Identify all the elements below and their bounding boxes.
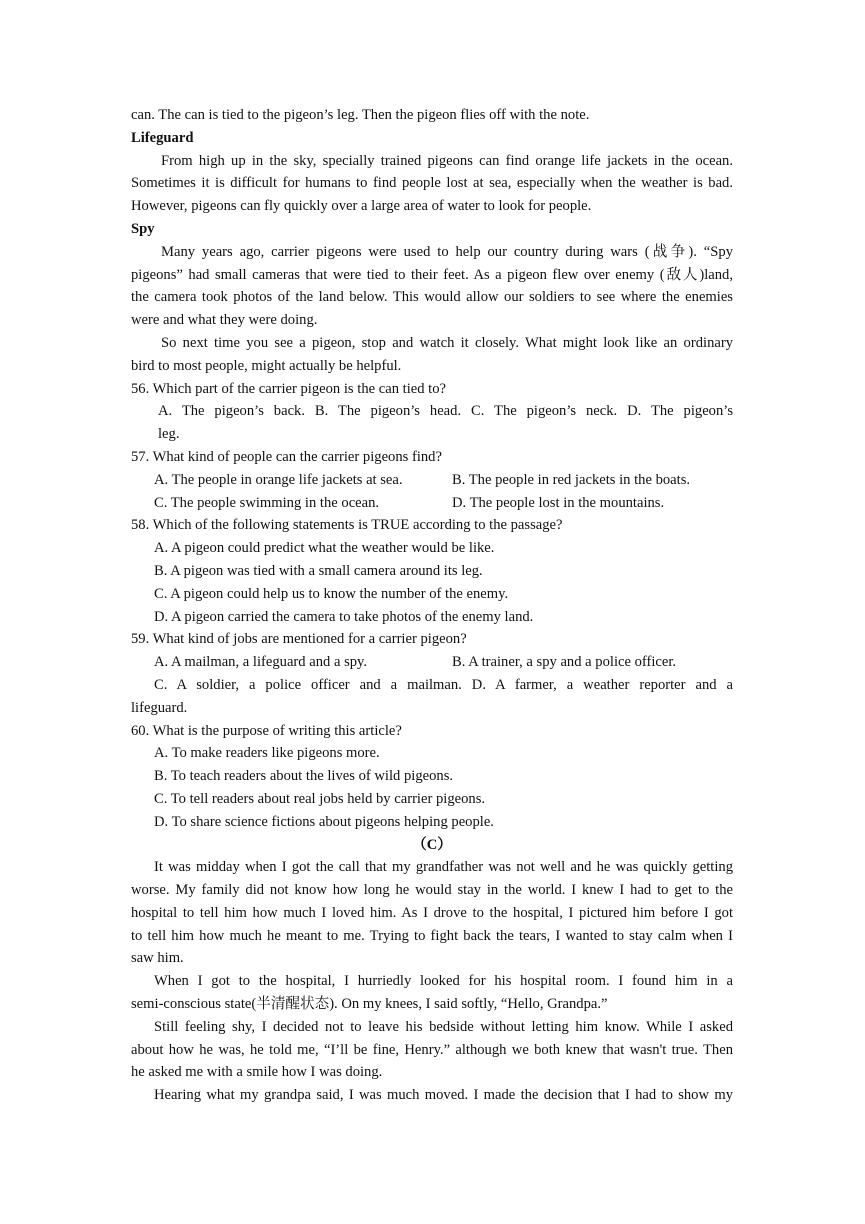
question-57-options-row bbox=[131, 469, 733, 492]
passage-c-line: he asked me with a smile how I was doing. bbox=[131, 1064, 383, 1081]
question-59: 59. What kind of jobs are mentioned for a carrier pigeon? bbox=[131, 631, 467, 648]
question-60-option-c: C. To tell readers about real jobs held by carrier pigeons. bbox=[154, 790, 486, 807]
option-b: B. A trainer, a spy and a police officer. bbox=[452, 654, 677, 671]
paragraph-spy-line: the camera took photos of the land below. This would allow our soldiers to see where the enemies bbox=[131, 289, 733, 306]
question-60-option-b: B. To teach readers about the lives of wild pigeons. bbox=[154, 768, 454, 785]
passage-c-line: about how he was, he told me, “I’ll be fine, Henry.” although we both knew that wasn't true. Then bbox=[131, 1041, 733, 1058]
passage-c-line: When I got to the hospital, I hurriedly looked for his hospital room. I found him in a bbox=[154, 973, 733, 990]
paragraph-closing-line: bird to most people, might actually be helpful. bbox=[131, 357, 402, 374]
question-58-option-d: D. A pigeon carried the camera to take photos of the enemy land. bbox=[154, 608, 534, 625]
question-58: 58. Which of the following statements is TRUE according to the passage? bbox=[131, 517, 563, 534]
question-57-options-row bbox=[131, 492, 733, 515]
option-b: B. The people in red jackets in the boats. bbox=[452, 471, 691, 488]
passage-b-text-line: can. The can is tied to the pigeon’s leg. Then the pigeon flies off with the note. bbox=[131, 107, 590, 123]
question-56-options-wrap: leg. bbox=[158, 426, 180, 443]
question-56-options: A. The pigeon’s back. B. The pigeon’s head. C. The pigeon’s neck. D. The pigeon’s bbox=[158, 403, 733, 420]
option-d: D. The people lost in the mountains. bbox=[452, 494, 665, 511]
question-60-option-a: A. To make readers like pigeons more. bbox=[154, 745, 380, 762]
question-60-option-d: D. To share science fictions about pigeons helping people. bbox=[154, 813, 494, 830]
question-56: 56. Which part of the carrier pigeon is the can tied to? bbox=[131, 380, 446, 397]
option-a: A. A mailman, a lifeguard and a spy. bbox=[154, 654, 368, 671]
paragraph-lifeguard-line: Sometimes it is difficult for humans to find people lost at sea, especially when the weather is bad. bbox=[131, 175, 733, 192]
question-59-options-wrap: lifeguard. bbox=[131, 699, 188, 716]
option-c: C. The people swimming in the ocean. bbox=[154, 494, 380, 511]
paragraph-spy-line: Many years ago, carrier pigeons were used to help our country during wars (战争). “Spy bbox=[161, 243, 733, 260]
passage-c-line: Still feeling shy, I decided not to leave his bedside without letting him know. While I asked bbox=[154, 1018, 733, 1035]
option-a: A. The people in orange life jackets at sea. bbox=[154, 471, 403, 488]
question-59-options-line: C. A soldier, a police officer and a mailman. D. A farmer, a weather reporter and a bbox=[154, 676, 733, 693]
document-page bbox=[131, 104, 733, 1107]
passage-c-line: to tell him how much he meant to me. Trying to fight back the tears, I wanted to stay calm when I bbox=[131, 927, 733, 944]
paragraph-lifeguard-line: From high up in the sky, specially trained pigeons can find orange life jackets in the ocean. bbox=[161, 152, 733, 169]
passage-c-line: semi-conscious state(半清醒状态). On my knees, I said softly, “Hello, Grandpa.” bbox=[131, 996, 608, 1013]
question-60: 60. What is the purpose of writing this article? bbox=[131, 722, 402, 739]
paragraph-spy-line: pigeons” had small cameras that were tied to their feet. As a pigeon flew over enemy (敌人)land, bbox=[131, 266, 733, 283]
passage-c-line: worse. My family did not know how long he would stay in the world. I knew I had to get to the bbox=[131, 882, 733, 899]
passage-c-line: It was midday when I got the call that my grandfather was not well and he was quickly getting bbox=[154, 859, 733, 876]
section-heading-lifeguard: Lifeguard bbox=[131, 129, 194, 146]
paragraph-lifeguard-line: However, pigeons can fly quickly over a large area of water to look for people. bbox=[131, 198, 592, 215]
passage-c-line: hospital to tell him how much I loved him. As I drove to the hospital, I pictured him before I got bbox=[131, 904, 733, 921]
passage-c-line: Hearing what my grandpa said, I was much moved. I made the decision that I had to show my bbox=[154, 1087, 733, 1104]
paragraph-closing-line: So next time you see a pigeon, stop and watch it closely. What might look like an ordinary bbox=[161, 334, 733, 351]
question-59-options-row bbox=[131, 651, 733, 674]
paragraph-spy-line: were and what they were doing. bbox=[131, 312, 318, 329]
question-58-option-b: B. A pigeon was tied with a small camera around its leg. bbox=[154, 562, 483, 579]
question-57: 57. What kind of people can the carrier pigeons find? bbox=[131, 448, 442, 465]
passage-c-line: saw him. bbox=[131, 950, 184, 967]
question-58-option-a: A. A pigeon could predict what the weather would be like. bbox=[154, 540, 495, 557]
question-58-option-c: C. A pigeon could help us to know the number of the enemy. bbox=[154, 585, 509, 602]
section-heading-c: （C） bbox=[412, 836, 452, 853]
section-heading-spy: Spy bbox=[131, 220, 155, 237]
